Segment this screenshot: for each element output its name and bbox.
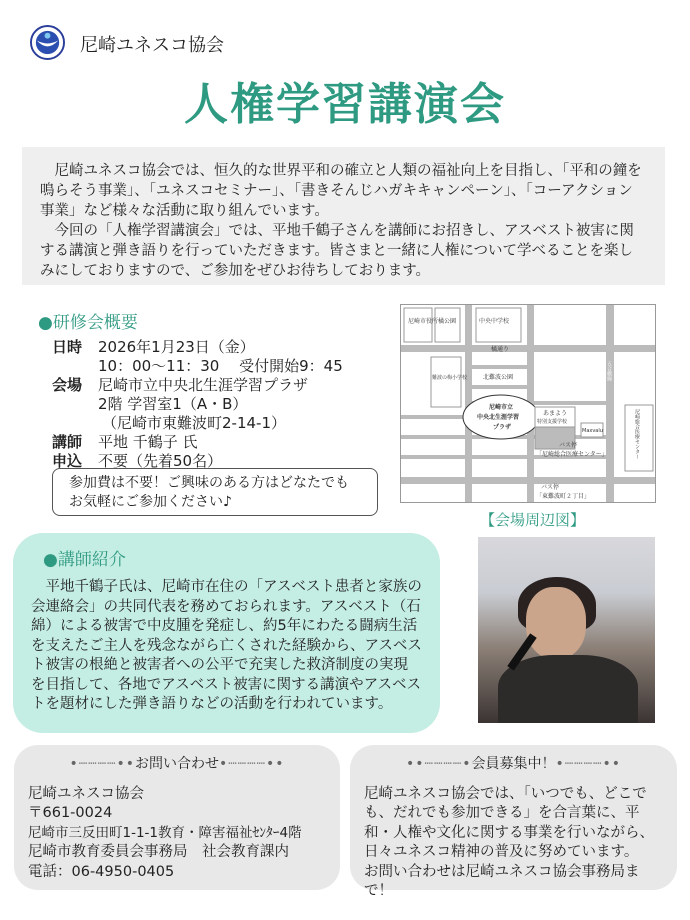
- contact-line: 〒661-0024: [28, 805, 113, 821]
- fee-note: [52, 468, 378, 516]
- speaker-heading: ●講師紹介: [43, 550, 126, 570]
- contact-box: •┈┈┈┈••お問い合わせ•┈┈┈┈•• 尼崎ユネスコ協会 〒661-0024 尼崎市三反田町1-1-1教育・障害福祉ｾﾝﾀｰ4階 尼崎市教育委員会事務局 社会教育課内 電話：06-4950-0405: [14, 745, 340, 890]
- map-label: 「尼崎総合医療センター」: [536, 451, 608, 458]
- map-label: 尼崎市役所: [408, 318, 439, 325]
- detail-value: 2026年1月23日（金）: [98, 338, 255, 356]
- member-text: 尼崎ユネスコ協会では、「いつでも、どこでも、だれでも参加できる」を合言葉に、平和・人権や文化に関する事業を行いながら、日々ユネスコ精神の普及に努めています。: [364, 785, 654, 860]
- map-label: あまよう: [543, 410, 568, 417]
- map-label: 中央北生涯学習: [477, 414, 520, 421]
- member-closing: お問い合わせは尼崎ユネスコ協会事務局まで！: [364, 863, 640, 899]
- note-line: 参加費は不要！ご興味のある方はどなたでも: [69, 475, 349, 491]
- detail-value: （尼崎市東難波町2-14-1）: [102, 414, 286, 432]
- map-label: 橘公園: [438, 318, 457, 325]
- speaker-photo: [478, 537, 655, 723]
- venue-map: [400, 304, 656, 503]
- detail-value: 2階 学習室1（A・B）: [98, 395, 248, 413]
- org-name: 尼崎ユネスコ協会: [80, 35, 224, 56]
- speaker-section: [13, 533, 440, 733]
- map-caption: 【会場周辺図】: [480, 511, 586, 529]
- intro-box: [22, 147, 665, 285]
- unesco-logo-icon: [30, 25, 65, 60]
- detail-venue: [52, 376, 343, 433]
- map-label: 五合橋線: [606, 361, 612, 381]
- overview-heading: ●研修会概要: [38, 313, 138, 333]
- map-label: 「東難波町２丁目」: [536, 493, 591, 500]
- intro-paragraph: 今回の「人権学習講演会」では、平地千鶴子さんを講師にお招きし、アスベスト被害に関する講演と弾き語りを行っていただきます。皆さまと一緒に人権について学べることを楽しみにしておりますので、ご参加をぜひお待ちしております。: [40, 223, 634, 279]
- contact-line: 尼崎市教育委員会事務局 社会教育課内: [28, 844, 289, 860]
- speaker-bio: 平地千鶴子氏は、尼崎市在住の「アスベスト患者と家族の会連絡会」の共同代表を務めておられます。アスベスト（石綿）による被害で中皮腫を発症し、約5年にわたる闘病生活を支えたご主人を残念ながら亡くされた経験から、アスベスト被害の根絶と被害者への公平で充実した救済制度の実現を目指して、各地でアスベスト被害に関する講演やアスベストを題材にした弾き語りなどの活動を行われています。: [31, 579, 422, 712]
- map-label: 難波の梅小学校: [432, 375, 468, 381]
- map-label: 尼崎市立: [489, 404, 514, 411]
- map-label: 北難波公園: [483, 374, 514, 381]
- contact-line: 尼崎ユネスコ協会: [28, 785, 144, 802]
- detail-label: 日時: [52, 338, 83, 356]
- contact-heading: お問い合わせ: [135, 756, 219, 772]
- detail-value: 平地 千鶴子 氏: [98, 433, 198, 451]
- map-label: 橘通り: [491, 346, 510, 353]
- detail-value: 尼崎市立中央北生涯学習プラザ: [98, 376, 309, 394]
- map-label: 尼崎総合医療センター: [634, 409, 640, 459]
- intro-paragraph: 尼崎ユネスコ協会では、恒久的な世界平和の確立と人類の福祉向上を目指し、「平和の鐘を鳴らそう事業」、「ユネスコセミナー」、「書きそんじハガキキャンペーン」、「コーアクション事業」など様々な活動に取り組んでいます。: [40, 163, 642, 219]
- map-label: 中央中学校: [479, 318, 510, 325]
- map-label: バス停: [541, 484, 560, 491]
- member-heading: 会員募集中！: [471, 756, 556, 772]
- detail-label: 会場: [52, 376, 83, 394]
- contact-phone: 電話：06-4950-0405: [28, 863, 175, 880]
- detail-label: 申込: [52, 452, 83, 470]
- map-label: Maxvalu: [582, 428, 603, 434]
- membership-box: ••┈┈┈┈•会員募集中！•┈┈┈┈•• 尼崎ユネスコ協会では、「いつでも、どこでも、だれでも参加できる」を合言葉に、平和・人権や文化に関する事業を行いながら、日々ユネスコ精神の普及に努めています。 お問い合わせは尼崎ユネスコ協会事務局まで！: [350, 745, 677, 890]
- detail-label: 講師: [52, 433, 83, 451]
- map-label: プラザ: [493, 424, 512, 431]
- event-details: [52, 338, 343, 471]
- map-label: バス停: [559, 442, 578, 449]
- detail-lecturer: [52, 433, 343, 452]
- note-line: お気軽にご参加ください♪: [69, 494, 232, 510]
- detail-datetime: [52, 338, 343, 376]
- map-label: 特別支援学校: [537, 419, 568, 425]
- page-title: 人権学習講演会: [184, 79, 506, 130]
- detail-value: 不要（先着50名）: [98, 452, 223, 470]
- contact-line: 尼崎市三反田町1-1-1教育・障害福祉ｾﾝﾀｰ4階: [28, 824, 302, 841]
- detail-value: 10：00～11：30 受付開始9：45: [98, 357, 343, 375]
